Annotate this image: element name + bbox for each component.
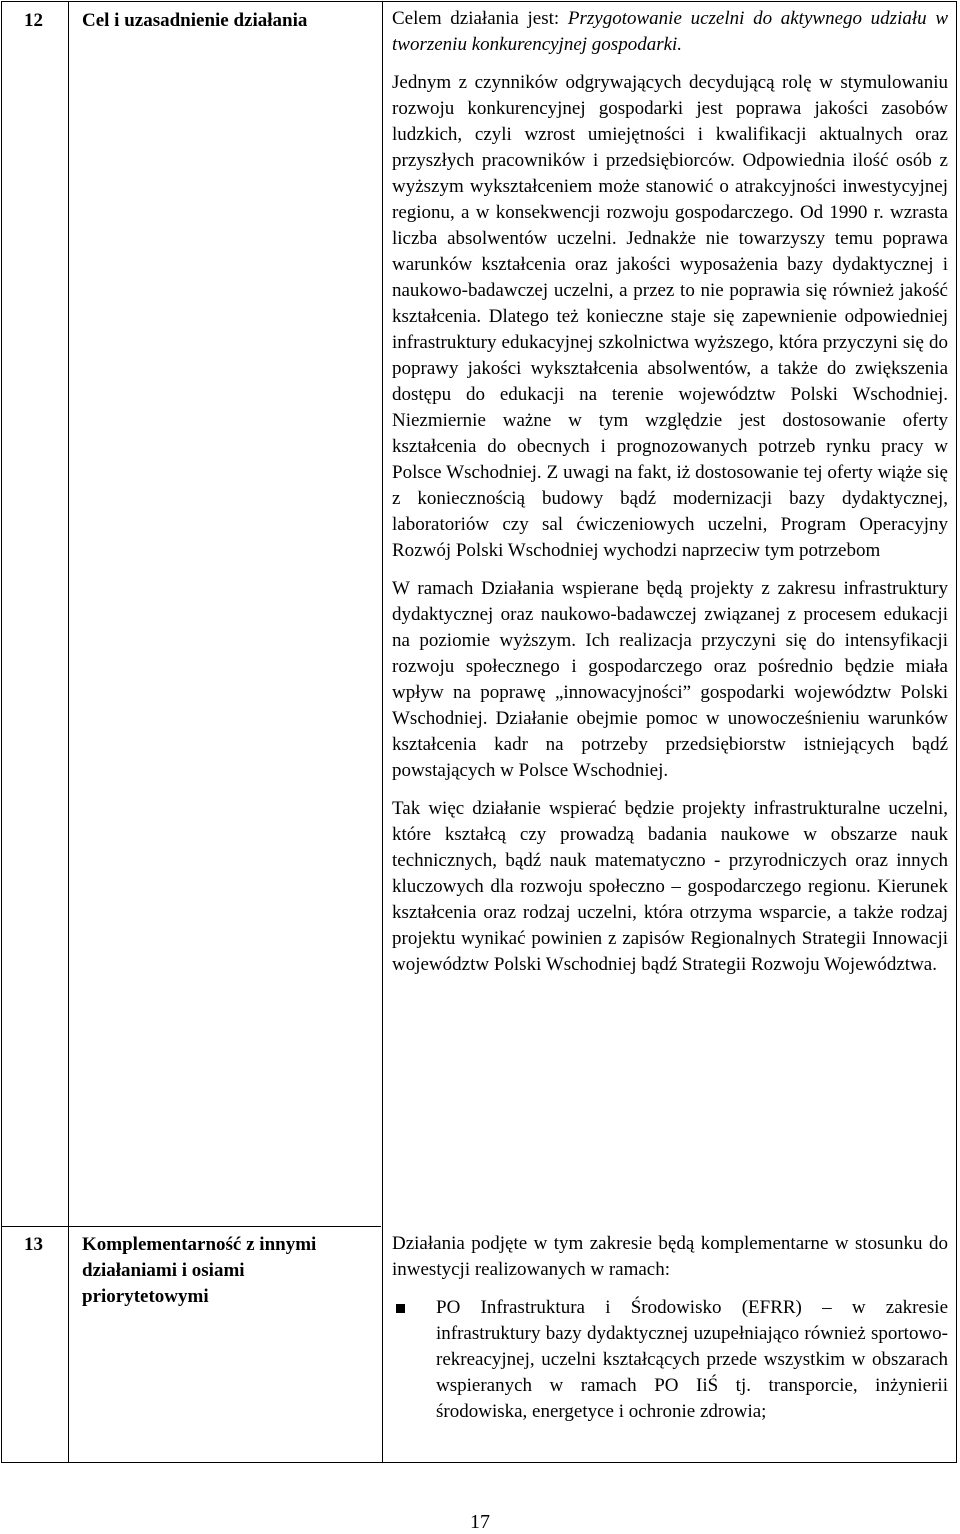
- row-12-content: [392, 6, 948, 978]
- square-bullet-icon: [396, 1304, 405, 1313]
- body-paragraph: W ramach Działania wspierane będą projekty z zakresu infrastruktury dydaktycznej oraz naukowo-badawczej związanej z procesem edukacji na poziomie wyższym. Ich realizacja przyczyni się do intensyfikacji rozwoju społecznego i gospodarczego oraz pośrednio będzie miała wpływ na poprawę „innowacyjności” gospodarki województw Polski Wschodniej. Działanie obejmie pomoc w unowocześnieniu warunków kształcenia kadr na potrzeby przedsiębiorstw istniejących bądź powstających w Polsce Wschodniej.: [392, 578, 948, 781]
- bullet-list: [392, 1295, 948, 1425]
- intro-paragraph: Działania podjęte w tym zakresie będą komplementarne w stosunku do inwestycji realizowanych w ramach:: [392, 1233, 948, 1280]
- aim-paragraph: [392, 6, 948, 58]
- row-13-content: [392, 1231, 948, 1425]
- row-number: 12: [24, 10, 43, 31]
- aim-prefix: Celem działania jest:: [392, 8, 568, 29]
- page-number: 17: [470, 1511, 490, 1533]
- row-label: Cel i uzasadnienie działania: [82, 10, 308, 31]
- column-divider: [382, 2, 383, 1462]
- aim-text: Przygotowanie uczelni do aktywnego udziału w tworzeniu konkurencyjnej gospodarki.: [392, 8, 948, 55]
- row-divider: [2, 1226, 381, 1227]
- row-number: 13: [24, 1234, 43, 1255]
- column-divider: [68, 2, 69, 1462]
- body-paragraph: Jednym z czynników odgrywających decydującą rolę w stymulowaniu rozwoju konkurencyjnej gospodarki jest poprawa jakości zasobów ludzkich, czyli wzrost umiejętności i kwalifikacji aktualnych oraz przyszłych pracowników i przedsiębiorców. Odpowiednia ilość osób z wyższym wykształceniem może stanowić o atrakcyjności inwestycyjnej regionu, a w konsekwencji rozwoju gospodarczego. Od 1990 r. wzrasta liczba absolwentów uczelni. Jednakże nie towarzyszy temu poprawa warunków kształcenia oraz jakości wyposażenia bazy dydaktycznej i naukowo-badawczej uczelni, a przez to nie poprawia się również jakość kształcenia. Dlatego też konieczne staje się zapewnienie odpowiedniej infrastruktury edukacyjnej szkolnictwa wyższego, która przyczyni się do poprawy jakości wykształcenia absolwentów, a także do zwiększenia dostępu do edukacji na terenie województw Polski Wschodniej. Niezmiernie ważne w tym względzie jest dostosowanie oferty kształcenia do obecnych i prognozowanych potrzeb rynku pracy w Polsce Wschodniej. Z uwagi na fakt, iż dostosowanie tej oferty wiąże się z koniecznością budowy bądź modernizacji bazy dydaktycznej, laboratoriów czy sal ćwiczeniowych uczelni, Program Operacyjny Rozwój Polski Wschodniej wychodzi naprzeciw tym potrzebom: [392, 72, 948, 561]
- list-item: [392, 1295, 948, 1425]
- row-label: Komplementarność z innymi działaniami i osiami priorytetowymi: [82, 1234, 317, 1307]
- list-item-text: PO Infrastruktura i Środowisko (EFRR) – w zakresie infrastruktury bazy dydaktycznej uzupełniająco również sportowo-rekreacyjnej, uczelni kształcących przede wszystkim w obszarach wspieranych w ramach PO IiŚ tj. transporcie, inżynierii środowiska, energetyce i ochronie zdrowia;: [436, 1297, 948, 1422]
- body-paragraph: Tak więc działanie wspierać będzie projekty infrastrukturalne uczelni, które kształcą czy prowadzą badania naukowe w obszarze nauk technicznych, bądź nauk matematyczno - przyrodniczych oraz innych kluczowych dla rozwoju społeczno – gospodarczego regionu. Kierunek kształcenia oraz rodzaj uczelni, która otrzyma wsparcie, a także rodzaj projektu wynikać powinien z zapisów Regionalnych Strategii Innowacji województw Polski Wschodniej bądź Strategii Rozwoju Województwa.: [392, 798, 948, 975]
